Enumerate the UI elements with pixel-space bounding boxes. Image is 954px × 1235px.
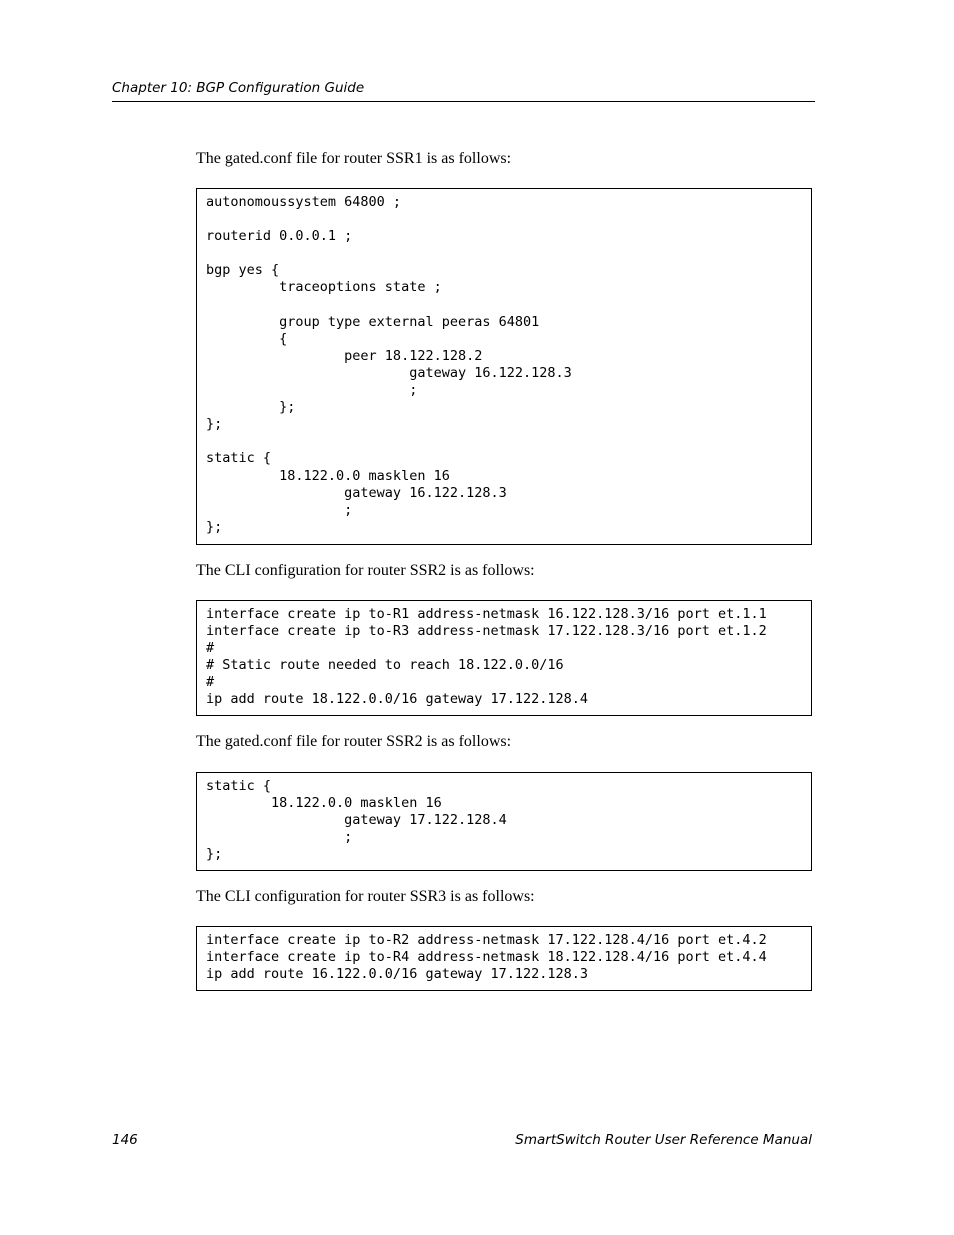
ssr1-gated-code-box	[196, 188, 812, 545]
ssr2-gated-code: static { 18.122.0.0 masklen 16 gateway 17.122.128.4 ; };	[206, 778, 507, 863]
ssr2-cli-intro: The CLI configuration for router SSR2 is as follows:	[196, 562, 535, 579]
ssr1-gated-code: autonomoussystem 64800 ; routerid 0.0.0.1 ; bgp yes { traceoptions state ; group type external peeras 64801 { peer 18.122.128.2 gateway 16.122.128.3 ; }; }; static { 18.122.0.0 masklen 16 gateway 16.122.128.3 ; };	[206, 194, 572, 535]
ssr2-cli-code-box	[196, 600, 812, 716]
ssr1-gated-intro: The gated.conf file for router SSR1 is as follows:	[196, 150, 512, 167]
page-header	[112, 79, 815, 102]
ssr3-cli-intro: The CLI configuration for router SSR3 is as follows:	[196, 888, 535, 905]
ssr2-gated-code-box	[196, 772, 812, 871]
ssr2-gated-intro: The gated.conf file for router SSR2 is as follows:	[196, 733, 512, 750]
ssr2-cli-code: interface create ip to-R1 address-netmask 16.122.128.3/16 port et.1.1 interface create ip to-R3 address-netmask 17.122.128.3/16 port et.1.2 # # Static route needed to reach 18.122.0.0/16 # ip add route 18.122.0.0/16 gateway 17.122.128.4	[206, 606, 767, 708]
manual-title: SmartSwitch Router User Reference Manual	[515, 1132, 812, 1148]
chapter-title: Chapter 10: BGP Configuration Guide	[112, 80, 365, 96]
ssr3-cli-code: interface create ip to-R2 address-netmask 17.122.128.4/16 port et.4.2 interface create ip to-R4 address-netmask 18.122.128.4/16 port et.4.4 ip add route 16.122.0.0/16 gateway 17.122.128.3	[206, 932, 767, 983]
ssr3-cli-code-box	[196, 926, 812, 991]
page-number: 146	[112, 1132, 138, 1148]
